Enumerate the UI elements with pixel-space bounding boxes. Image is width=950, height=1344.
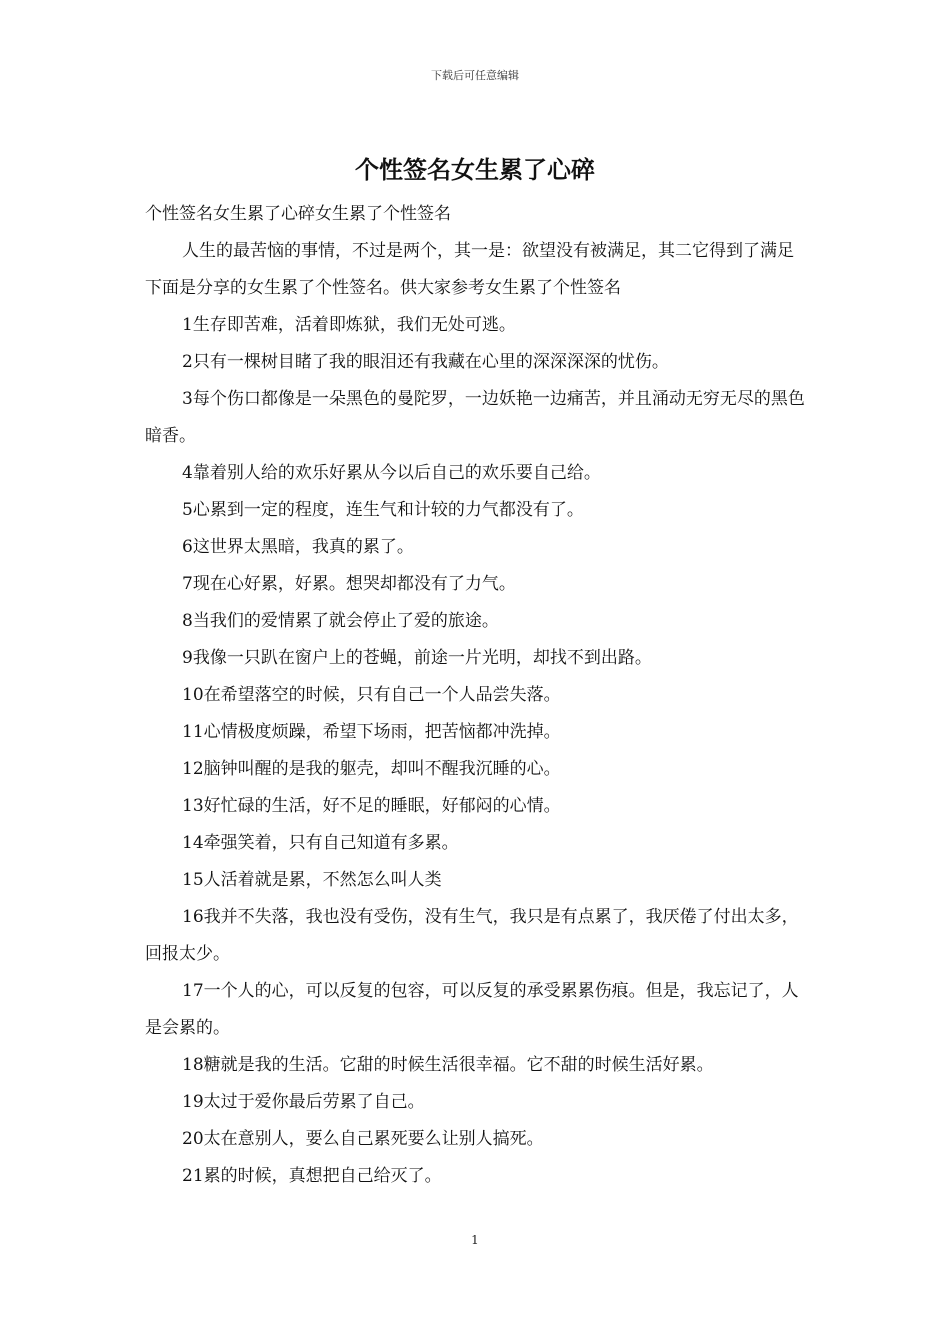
list-item: 19太过于爱你最后劳累了自己。 bbox=[182, 1092, 425, 1112]
list-item: 8当我们的爱情累了就会停止了爱的旅途。 bbox=[182, 611, 499, 631]
list-item: 17一个人的心，可以反复的包容，可以反复的承受累累伤痕。但是，我忘记了，人是会累的。 bbox=[145, 981, 799, 1038]
list-item: 9我像一只趴在窗户上的苍蝇，前途一片光明，却找不到出路。 bbox=[182, 648, 652, 668]
list-item: 12脑钟叫醒的是我的躯壳，却叫不醒我沉睡的心。 bbox=[182, 759, 561, 779]
list-item: 20太在意别人，要么自己累死要么让别人搞死。 bbox=[182, 1129, 544, 1149]
list-item: 16我并不失落，我也没有受伤，没有生气，我只是有点累了，我厌倦了付出太多，回报太少。 bbox=[145, 907, 799, 964]
list-item: 7现在心好累，好累。想哭却都没有了力气。 bbox=[182, 574, 516, 594]
list-item: 21累的时候，真想把自己给灭了。 bbox=[182, 1166, 442, 1186]
list-item: 15人活着就是累，不然怎么叫人类 bbox=[182, 870, 442, 890]
list-item: 11心情极度烦躁，希望下场雨，把苦恼都冲洗掉。 bbox=[182, 722, 561, 742]
list-item: 5心累到一定的程度，连生气和计较的力气都没有了。 bbox=[182, 500, 584, 520]
list-item: 2只有一棵树目睹了我的眼泪还有我藏在心里的深深深深的忧伤。 bbox=[182, 352, 669, 372]
document-title: 个性签名女生累了心碎 bbox=[355, 156, 595, 184]
list-item: 3每个伤口都像是一朵黑色的曼陀罗，一边妖艳一边痛苦，并且涌动无穷无尽的黑色暗香。 bbox=[145, 389, 805, 446]
list-item: 14牵强笑着，只有自己知道有多累。 bbox=[182, 833, 459, 853]
list-item: 1生存即苦难，活着即炼狱，我们无处可逃。 bbox=[182, 315, 516, 335]
list-item: 10在希望落空的时候，只有自己一个人品尝失落。 bbox=[182, 685, 561, 705]
document-body bbox=[145, 196, 810, 1195]
list-item: 13好忙碌的生活，好不足的睡眠，好郁闷的心情。 bbox=[182, 796, 561, 816]
list-item: 6这世界太黑暗，我真的累了。 bbox=[182, 537, 414, 557]
page-number: 1 bbox=[471, 1233, 479, 1247]
list-item: 18糖就是我的生活。它甜的时候生活很幸福。它不甜的时候生活好累。 bbox=[182, 1055, 714, 1075]
document-subtitle: 个性签名女生累了心碎女生累了个性签名 bbox=[145, 204, 451, 224]
page-header: 下载后可任意编辑 bbox=[431, 69, 519, 82]
list-item: 4靠着别人给的欢乐好累从今以后自己的欢乐要自己给。 bbox=[182, 463, 601, 483]
intro-paragraph: 人生的最苦恼的事情，不过是两个，其一是：欲望没有被满足，其二它得到了满足下面是分享的女生累了个性签名。供大家参考女生累了个性签名 bbox=[145, 241, 794, 298]
